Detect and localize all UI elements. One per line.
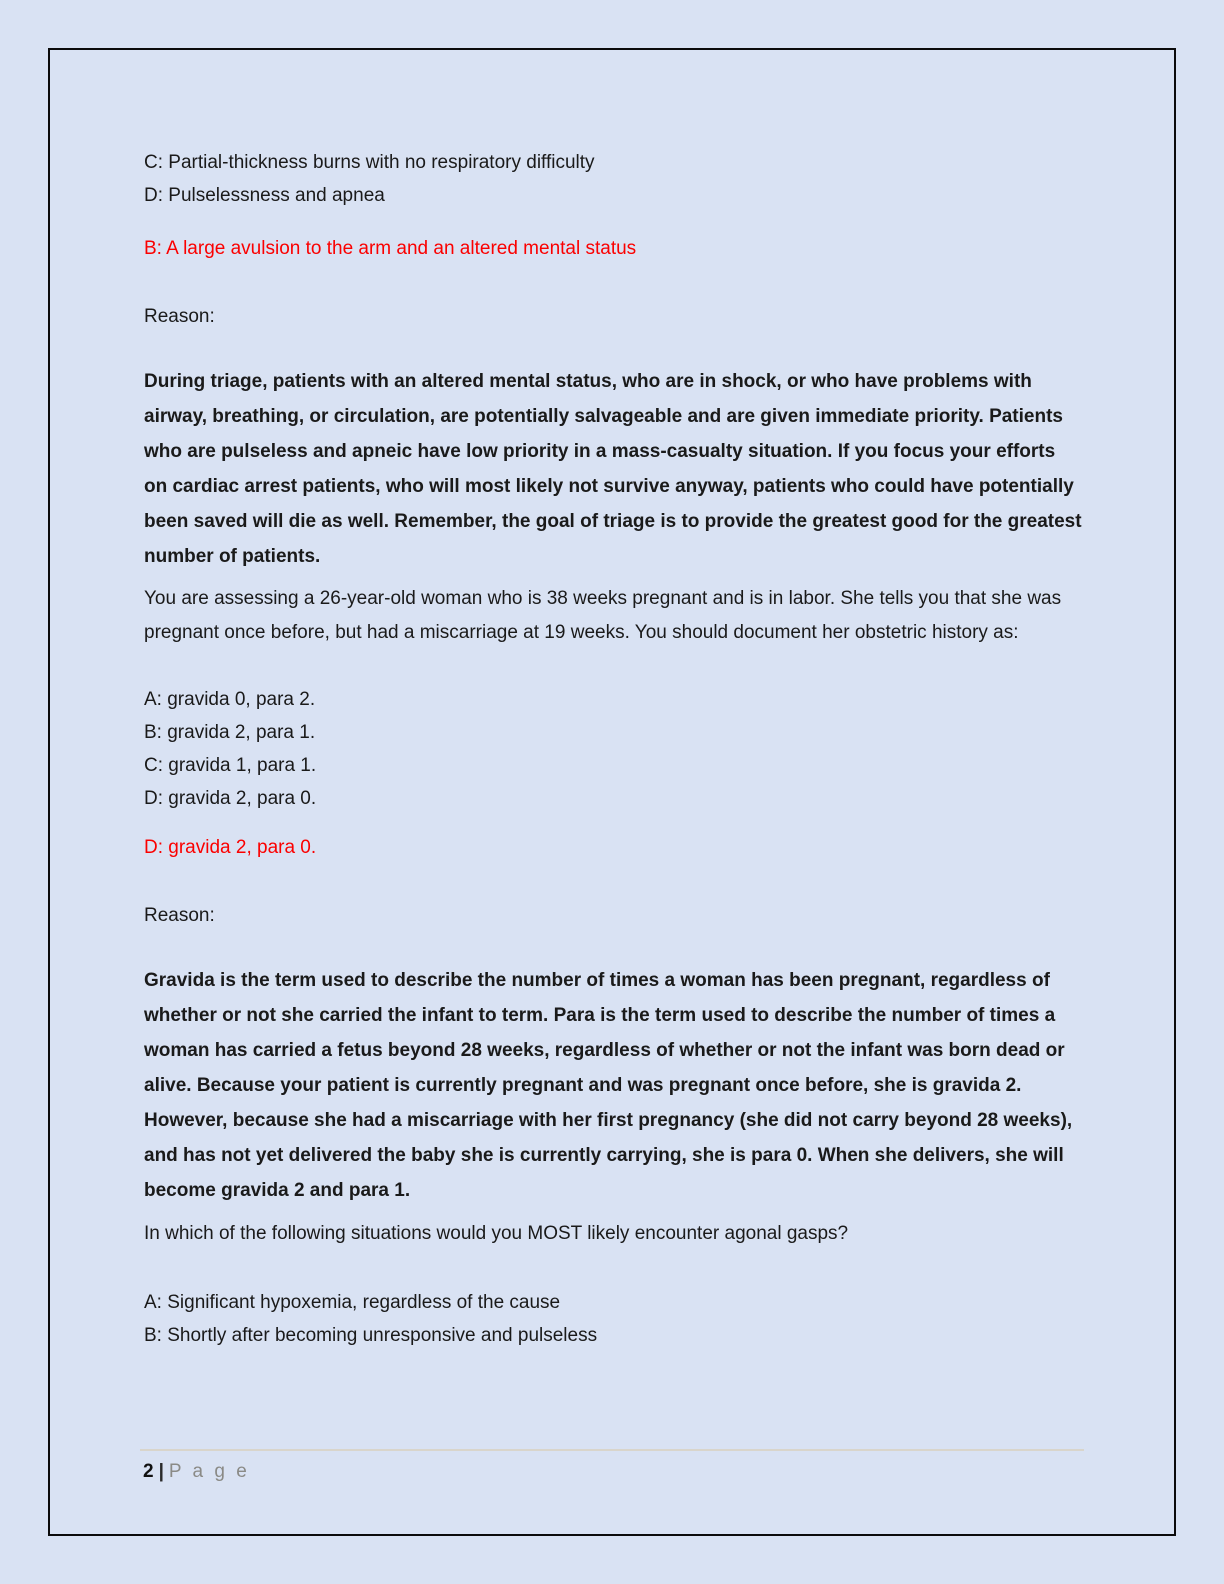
question-paragraph: In which of the following situations would you MOST likely encounter agonal gasps? [144, 1223, 849, 1244]
answer-option-line: B: gravida 2, para 1. [144, 722, 316, 743]
page-number: 2 [143, 1461, 154, 1482]
footer-divider [140, 1449, 1084, 1451]
footer-separator: | [158, 1461, 164, 1482]
explanation-paragraph: During triage, patients with an altered mental status, who are in shock, or who have problems with airway, breathing, or circulation, are potentially salvageable and are given immediate priority. Patients who are pulseless and apneic have low priority in a mass-casualty situation. If you focus your efforts on cardiac arrest patients, who will most likely not survive anyway, patients who could have potentially been saved will die as well. Remember, the goal of triage is to provide the greatest good for the greatest number of patients. [144, 371, 1082, 567]
correct-answer-text: D: gravida 2, para 0. [144, 837, 317, 858]
answer-option-line: D: gravida 2, para 0. [144, 788, 317, 809]
reason-label: Reason: [144, 306, 215, 327]
reason-label: Reason: [144, 905, 215, 926]
answer-option-line: A: gravida 0, para 2. [144, 689, 316, 710]
footer-page-label: P a g e [168, 1461, 250, 1482]
answer-option-line: D: Pulselessness and apnea [144, 185, 385, 206]
page-footer [143, 1459, 250, 1485]
answer-options-group [144, 1286, 1082, 1352]
answer-option-line: A: Significant hypoxemia, regardless of the cause [144, 1292, 561, 1313]
answer-option-line: C: gravida 1, para 1. [144, 755, 317, 776]
question-paragraph: You are assessing a 26-year-old woman who is 38 weeks pregnant and is in labor. She tells you that she was pregnant once before, but had a miscarriage at 19 weeks. You should document her obstetric history as: [144, 588, 1062, 643]
correct-answer-text: B: A large avulsion to the arm and an altered mental status [144, 238, 637, 259]
explanation-paragraph: Gravida is the term used to describe the number of times a woman has been pregnant, regardless of whether or not she carried the infant to term. Para is the term used to describe the number of times a woman has carried a fetus beyond 28 weeks, regardless of whether or not the infant was born dead or alive. Because your patient is currently pregnant and was pregnant once before, she is gravida 2. However, because she had a miscarriage with her first pregnancy (she did not carry beyond 28 weeks), and has not yet delivered the baby she is currently carrying, she is para 0. When she delivers, she will become gravida 2 and para 1. [144, 970, 1073, 1201]
answer-option-line: B: Shortly after becoming unresponsive and pulseless [144, 1325, 598, 1346]
document-content [144, 146, 1082, 1352]
answer-options-group [144, 683, 1082, 815]
answer-option-line: C: Partial-thickness burns with no respiratory difficulty [144, 152, 595, 173]
